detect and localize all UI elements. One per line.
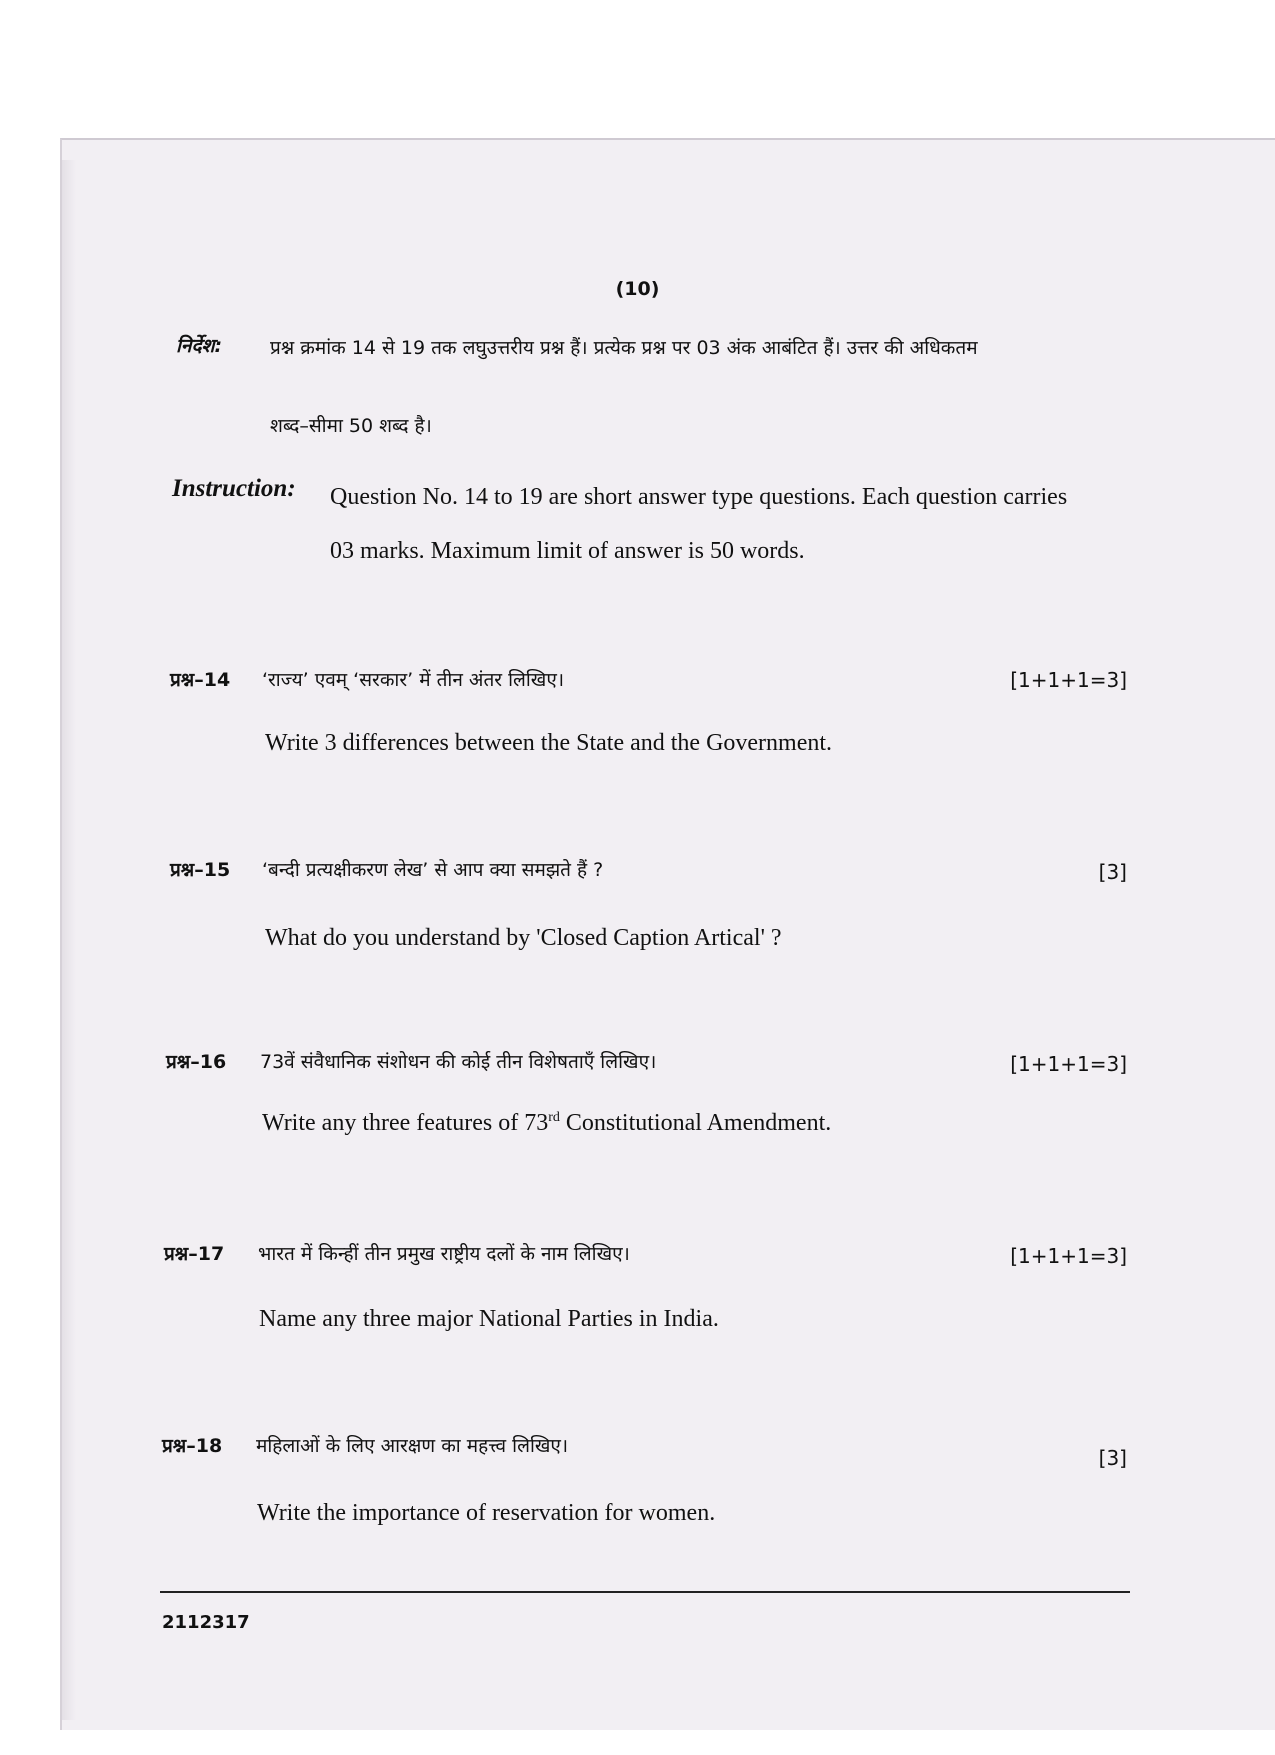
question-marks: [3] [1098,860,1127,884]
question-marks: [1+1+1=3] [1010,1244,1127,1268]
question-english-text: Name any three major National Parties in India. [259,1306,719,1332]
english-instruction-line2: 03 marks. Maximum limit of answer is 50 words. [330,538,805,564]
question-english-text [262,1110,831,1137]
question-hindi-text: ‘बन्दी प्रत्यक्षीकरण लेख’ से आप क्या समझते हैं ? [262,859,604,881]
english-instruction-line1: Question No. 14 to 19 are short answer type questions. Each question carries [330,484,1068,510]
hindi-instruction-line2: शब्द–सीमा 50 शब्द है। [270,415,432,437]
question-hindi-text: ‘राज्य’ एवम् ‘सरकार’ में तीन अंतर लिखिए। [262,669,565,691]
ordinal-suffix: rd [548,1110,560,1125]
english-text-end: Constitutional Amendment. [559,1110,832,1136]
english-text-start: Write any three features of 73 [262,1110,549,1136]
question-english-text: Write the importance of reservation for women. [257,1500,716,1526]
paper-code: 2112317 [162,1612,250,1633]
english-instruction-label: Instruction: [172,475,296,502]
question-hindi-text: महिलाओं के लिए आरक्षण का महत्त्व लिखिए। [256,1435,569,1457]
paper-edge [62,160,76,1720]
hindi-instruction-label: निर्देश: [176,335,223,357]
question-marks: [3] [1098,1446,1127,1470]
question-number: प्रश्न–18 [162,1435,223,1457]
question-english-text: Write 3 differences between the State and the Government. [265,730,833,756]
question-hindi-text: 73वें संवैधानिक संशोधन की कोई तीन विशेषताएँ लिखिए। [260,1051,657,1073]
question-marks: [1+1+1=3] [1010,668,1127,692]
question-number: प्रश्न–14 [170,669,231,691]
question-english-text: What do you understand by 'Closed Caption Artical' ? [265,925,782,951]
hindi-instruction-line1: प्रश्न क्रमांक 14 से 19 तक लघुउत्तरीय प्रश्न हैं। प्रत्येक प्रश्न पर 03 अंक आबंटित हैं। उत्तर की अधिकतम [270,337,978,359]
footer-divider [160,1591,1130,1593]
question-number: प्रश्न–16 [166,1051,227,1073]
question-number: प्रश्न–15 [170,859,231,881]
question-hindi-text: भारत में किन्हीं तीन प्रमुख राष्ट्रीय दलों के नाम लिखिए। [258,1243,630,1265]
page-number: (10) [615,278,660,300]
question-marks: [1+1+1=3] [1010,1052,1127,1076]
question-number: प्रश्न–17 [164,1243,225,1265]
